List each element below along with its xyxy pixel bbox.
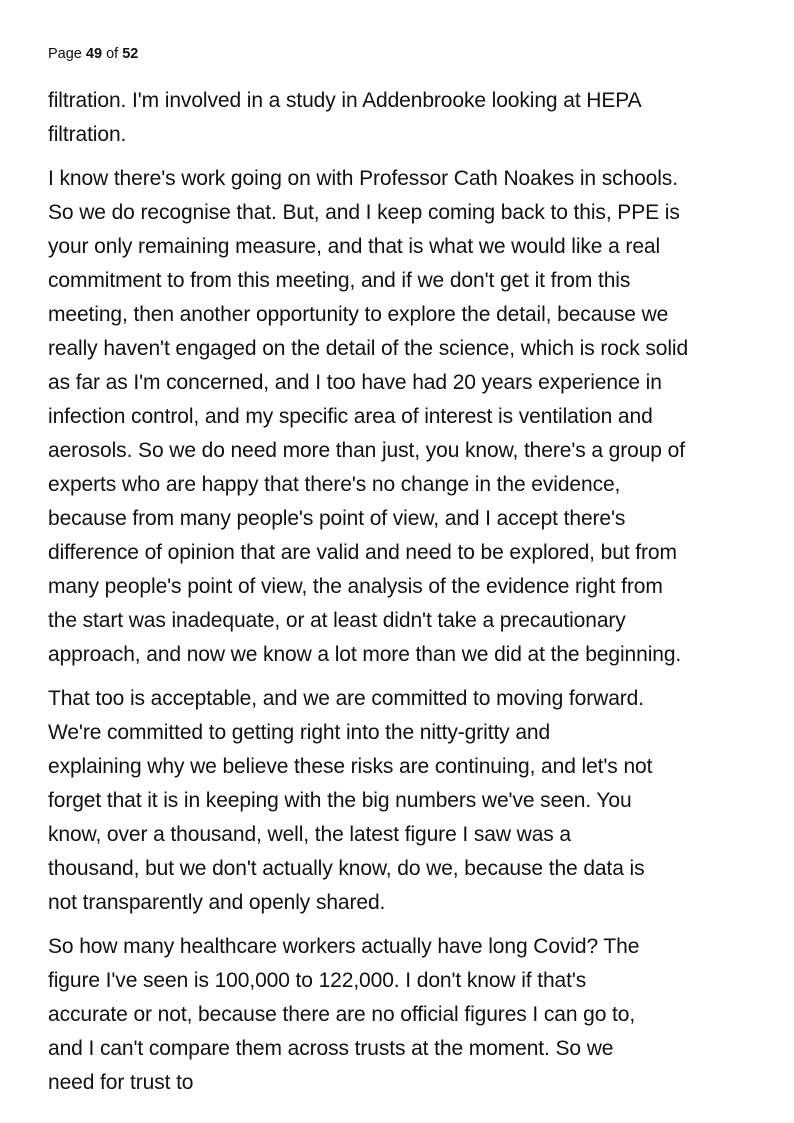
text-line: infection control, and my specific area of interest is ventilation and bbox=[48, 405, 653, 428]
text-line: We're committed to getting right into the nitty-gritty and bbox=[48, 721, 551, 744]
text-line: experts who are happy that there's no change in the evidence, bbox=[48, 473, 621, 496]
text-line: filtration. bbox=[48, 123, 127, 146]
paragraph-2 bbox=[48, 162, 792, 672]
text-line: need for trust to bbox=[48, 1071, 194, 1094]
text-line: approach, and now we know a lot more than we did at the beginning. bbox=[48, 643, 682, 666]
transcript-body bbox=[48, 84, 792, 1110]
text-line: figure I've seen is 100,000 to 122,000. I don't know if that's bbox=[48, 969, 587, 992]
text-line: not transparently and openly shared. bbox=[48, 891, 386, 914]
text-line: explaining why we believe these risks are continuing, and let's not bbox=[48, 755, 653, 778]
text-line: I know there's work going on with Professor Cath Noakes in schools. bbox=[48, 167, 678, 190]
paragraph-1 bbox=[48, 84, 792, 152]
text-line: as far as I'm concerned, and I too have had 20 years experience in bbox=[48, 371, 662, 394]
total-pages-number: 52 bbox=[122, 46, 139, 62]
text-line: forget that it is in keeping with the big numbers we've seen. You bbox=[48, 789, 632, 812]
paragraph-3 bbox=[48, 682, 792, 920]
paragraph-4 bbox=[48, 930, 792, 1100]
text-line: the start was inadequate, or at least didn't take a precautionary bbox=[48, 609, 626, 632]
page-number-header bbox=[48, 46, 138, 62]
page-of-label: of bbox=[106, 46, 119, 62]
text-line: That too is acceptable, and we are committed to moving forward. bbox=[48, 687, 644, 710]
text-line: and I can't compare them across trusts at the moment. So we bbox=[48, 1037, 614, 1060]
text-line: really haven't engaged on the detail of the science, which is rock solid bbox=[48, 337, 689, 360]
text-line: meeting, then another opportunity to explore the detail, because we bbox=[48, 303, 669, 326]
text-line: aerosols. So we do need more than just, you know, there's a group of bbox=[48, 439, 685, 462]
text-line: accurate or not, because there are no official figures I can go to, bbox=[48, 1003, 636, 1026]
text-line: So how many healthcare workers actually have long Covid? The bbox=[48, 935, 640, 958]
text-line: many people's point of view, the analysis of the evidence right from bbox=[48, 575, 663, 598]
current-page-number: 49 bbox=[85, 46, 103, 62]
text-line: know, over a thousand, well, the latest figure I saw was a bbox=[48, 823, 571, 846]
text-line: commitment to from this meeting, and if we don't get it from this bbox=[48, 269, 631, 292]
text-line: thousand, but we don't actually know, do we, because the data is bbox=[48, 857, 645, 880]
page-prefix: Page bbox=[48, 46, 82, 62]
text-line: difference of opinion that are valid and need to be explored, but from bbox=[48, 541, 677, 564]
text-line: filtration. I'm involved in a study in Addenbrooke looking at HEPA bbox=[48, 89, 642, 112]
text-line: because from many people's point of view, and I accept there's bbox=[48, 507, 626, 530]
text-line: So we do recognise that. But, and I keep coming back to this, PPE is bbox=[48, 201, 680, 224]
text-line: your only remaining measure, and that is what we would like a real bbox=[48, 235, 661, 258]
